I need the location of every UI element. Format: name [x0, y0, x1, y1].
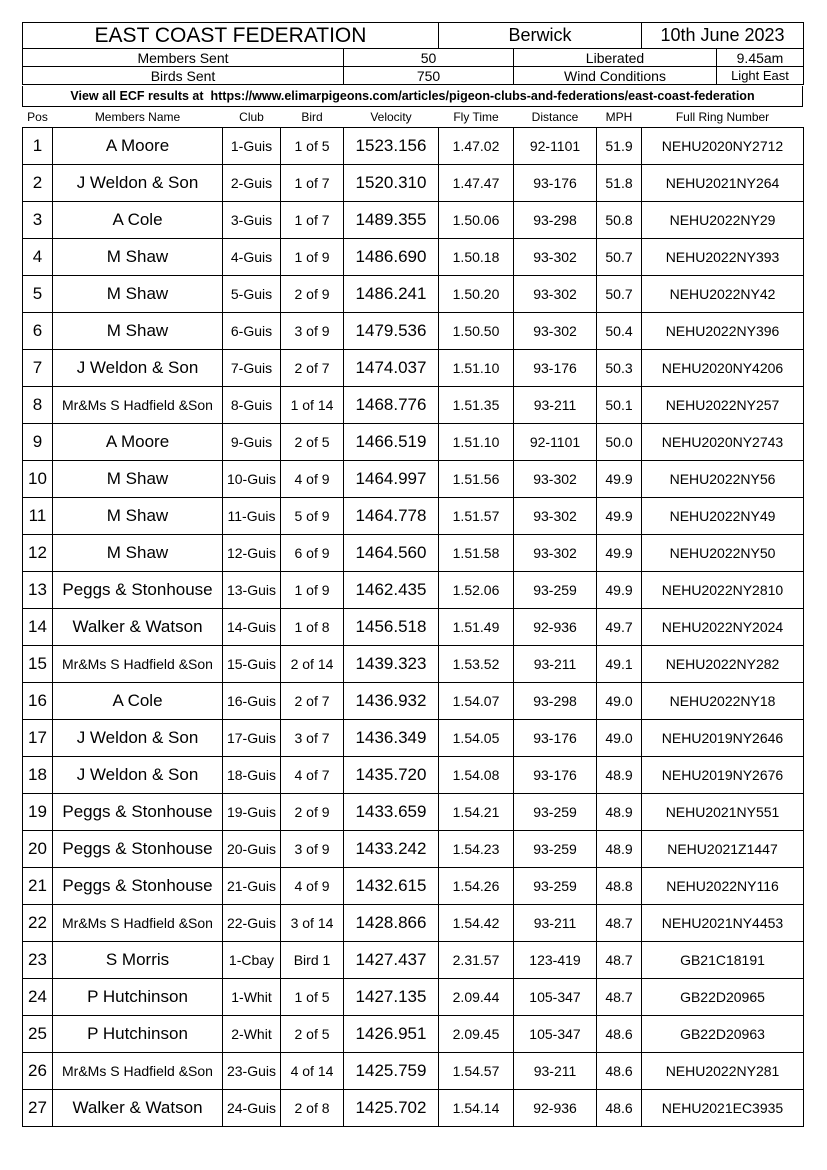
ring-number-cell: NEHU2021EC3935 — [642, 1090, 804, 1127]
mph-cell: 48.9 — [597, 831, 642, 868]
distance-cell: 93-176 — [514, 350, 597, 387]
ring-number-cell: NEHU2022NY396 — [642, 313, 804, 350]
club-cell: 24-Guis — [223, 1090, 281, 1127]
ring-number-cell: NEHU2022NY257 — [642, 387, 804, 424]
fly-time-cell: 1.51.58 — [439, 535, 514, 572]
distance-cell: 93-302 — [514, 313, 597, 350]
velocity-cell: 1426.951 — [344, 1016, 439, 1053]
bird-number-cell: 1 of 14 — [281, 387, 344, 424]
fly-time-cell: 1.47.47 — [439, 165, 514, 202]
bird-number-cell: 1 of 5 — [281, 979, 344, 1016]
col-header-pos: Pos — [23, 107, 53, 128]
club-cell: 4-Guis — [223, 239, 281, 276]
position-cell: 3 — [23, 202, 53, 239]
distance-cell: 93-302 — [514, 535, 597, 572]
velocity-cell: 1486.241 — [344, 276, 439, 313]
mph-cell: 49.0 — [597, 683, 642, 720]
club-cell: 5-Guis — [223, 276, 281, 313]
position-cell: 19 — [23, 794, 53, 831]
fly-time-cell: 1.50.06 — [439, 202, 514, 239]
mph-cell: 51.9 — [597, 128, 642, 165]
bird-number-cell: 4 of 9 — [281, 461, 344, 498]
fly-time-cell: 1.54.08 — [439, 757, 514, 794]
velocity-cell: 1466.519 — [344, 424, 439, 461]
club-cell: 22-Guis — [223, 905, 281, 942]
table-row — [23, 683, 804, 720]
ring-number-cell: NEHU2022NY393 — [642, 239, 804, 276]
position-cell: 2 — [23, 165, 53, 202]
col-header-mph: MPH — [597, 107, 642, 128]
bird-number-cell: 6 of 9 — [281, 535, 344, 572]
table-row — [23, 905, 804, 942]
distance-cell: 93-302 — [514, 276, 597, 313]
birds-sent-label: Birds Sent — [23, 67, 344, 85]
table-row — [23, 128, 804, 165]
results-link-prefix: View all ECF results at — [70, 89, 204, 103]
mph-cell: 49.9 — [597, 535, 642, 572]
table-row — [23, 165, 804, 202]
position-cell: 9 — [23, 424, 53, 461]
mph-cell: 50.0 — [597, 424, 642, 461]
fly-time-cell: 1.51.49 — [439, 609, 514, 646]
table-row — [23, 202, 804, 239]
member-name-cell: A Moore — [53, 128, 223, 165]
col-header-club: Club — [223, 107, 281, 128]
velocity-cell: 1462.435 — [344, 572, 439, 609]
bird-number-cell: 3 of 14 — [281, 905, 344, 942]
distance-cell: 92-936 — [514, 609, 597, 646]
mph-cell: 50.7 — [597, 276, 642, 313]
velocity-cell: 1433.242 — [344, 831, 439, 868]
liberated-label: Liberated — [514, 49, 717, 67]
ring-number-cell: NEHU2022NY56 — [642, 461, 804, 498]
position-cell: 5 — [23, 276, 53, 313]
bird-number-cell: 1 of 8 — [281, 609, 344, 646]
member-name-cell: J Weldon & Son — [53, 720, 223, 757]
members-sent-label: Members Sent — [23, 49, 344, 67]
velocity-cell: 1456.518 — [344, 609, 439, 646]
club-cell: 1-Cbay — [223, 942, 281, 979]
velocity-cell: 1428.866 — [344, 905, 439, 942]
col-header-ring: Full Ring Number — [642, 107, 804, 128]
title-table — [22, 22, 804, 49]
col-header-name: Members Name — [53, 107, 223, 128]
bird-number-cell: 2 of 9 — [281, 276, 344, 313]
ring-number-cell: NEHU2019NY2646 — [642, 720, 804, 757]
table-row — [23, 498, 804, 535]
mph-cell: 50.8 — [597, 202, 642, 239]
fly-time-cell: 1.53.52 — [439, 646, 514, 683]
mph-cell: 50.7 — [597, 239, 642, 276]
member-name-cell: J Weldon & Son — [53, 757, 223, 794]
ring-number-cell: NEHU2020NY4206 — [642, 350, 804, 387]
distance-cell: 92-1101 — [514, 128, 597, 165]
velocity-cell: 1427.437 — [344, 942, 439, 979]
velocity-cell: 1523.156 — [344, 128, 439, 165]
race-info-table — [22, 48, 804, 85]
mph-cell: 48.9 — [597, 757, 642, 794]
fly-time-cell: 1.54.26 — [439, 868, 514, 905]
member-name-cell: P Hutchinson — [53, 1016, 223, 1053]
table-row — [23, 387, 804, 424]
distance-cell: 93-259 — [514, 794, 597, 831]
results-table — [22, 107, 804, 1127]
position-cell: 22 — [23, 905, 53, 942]
ring-number-cell: NEHU2022NY50 — [642, 535, 804, 572]
velocity-cell: 1468.776 — [344, 387, 439, 424]
table-row — [23, 424, 804, 461]
mph-cell: 48.9 — [597, 794, 642, 831]
table-row — [23, 276, 804, 313]
bird-number-cell: 4 of 9 — [281, 868, 344, 905]
fly-time-cell: 1.51.57 — [439, 498, 514, 535]
table-row — [23, 757, 804, 794]
club-cell: 2-Guis — [223, 165, 281, 202]
member-name-cell: S Morris — [53, 942, 223, 979]
club-cell: 14-Guis — [223, 609, 281, 646]
ring-number-cell: GB21C18191 — [642, 942, 804, 979]
ring-number-cell: GB22D20965 — [642, 979, 804, 1016]
bird-number-cell: 1 of 7 — [281, 165, 344, 202]
velocity-cell: 1474.037 — [344, 350, 439, 387]
club-cell: 1-Whit — [223, 979, 281, 1016]
position-cell: 4 — [23, 239, 53, 276]
velocity-cell: 1436.349 — [344, 720, 439, 757]
table-row — [23, 979, 804, 1016]
distance-cell: 123-419 — [514, 942, 597, 979]
member-name-cell: M Shaw — [53, 535, 223, 572]
bird-number-cell: 2 of 5 — [281, 1016, 344, 1053]
position-cell: 23 — [23, 942, 53, 979]
fly-time-cell: 2.09.45 — [439, 1016, 514, 1053]
club-cell: 16-Guis — [223, 683, 281, 720]
ring-number-cell: NEHU2022NY281 — [642, 1053, 804, 1090]
bird-number-cell: 1 of 5 — [281, 128, 344, 165]
ring-number-cell: NEHU2022NY18 — [642, 683, 804, 720]
distance-cell: 93-298 — [514, 202, 597, 239]
club-cell: 11-Guis — [223, 498, 281, 535]
mph-cell: 49.7 — [597, 609, 642, 646]
position-cell: 7 — [23, 350, 53, 387]
bird-number-cell: 2 of 7 — [281, 683, 344, 720]
club-cell: 15-Guis — [223, 646, 281, 683]
distance-cell: 93-302 — [514, 461, 597, 498]
position-cell: 25 — [23, 1016, 53, 1053]
table-row — [23, 646, 804, 683]
bird-number-cell: Bird 1 — [281, 942, 344, 979]
member-name-cell: A Moore — [53, 424, 223, 461]
position-cell: 20 — [23, 831, 53, 868]
velocity-cell: 1464.997 — [344, 461, 439, 498]
club-cell: 13-Guis — [223, 572, 281, 609]
velocity-cell: 1486.690 — [344, 239, 439, 276]
liberated-time: 9.45am — [717, 49, 804, 67]
bird-number-cell: 1 of 7 — [281, 202, 344, 239]
distance-cell: 93-298 — [514, 683, 597, 720]
table-row — [23, 868, 804, 905]
fly-time-cell: 2.31.57 — [439, 942, 514, 979]
member-name-cell: Mr&Ms S Hadfield &Son — [53, 1053, 223, 1090]
fly-time-cell: 1.52.06 — [439, 572, 514, 609]
fly-time-cell: 1.50.20 — [439, 276, 514, 313]
velocity-cell: 1436.932 — [344, 683, 439, 720]
distance-cell: 92-936 — [514, 1090, 597, 1127]
position-cell: 11 — [23, 498, 53, 535]
distance-cell: 93-302 — [514, 239, 597, 276]
wind-label: Wind Conditions — [514, 67, 717, 85]
table-row — [23, 942, 804, 979]
position-cell: 13 — [23, 572, 53, 609]
member-name-cell: Mr&Ms S Hadfield &Son — [53, 646, 223, 683]
mph-cell: 48.6 — [597, 1090, 642, 1127]
distance-cell: 93-211 — [514, 387, 597, 424]
bird-number-cell: 3 of 7 — [281, 720, 344, 757]
fly-time-cell: 1.54.05 — [439, 720, 514, 757]
distance-cell: 93-176 — [514, 720, 597, 757]
fly-time-cell: 1.50.50 — [439, 313, 514, 350]
col-header-bird: Bird — [281, 107, 344, 128]
bird-number-cell: 1 of 9 — [281, 572, 344, 609]
distance-cell: 92-1101 — [514, 424, 597, 461]
member-name-cell: M Shaw — [53, 498, 223, 535]
velocity-cell: 1464.560 — [344, 535, 439, 572]
velocity-cell: 1464.778 — [344, 498, 439, 535]
member-name-cell: Walker & Watson — [53, 1090, 223, 1127]
bird-number-cell: 2 of 7 — [281, 350, 344, 387]
ring-number-cell: NEHU2022NY29 — [642, 202, 804, 239]
fly-time-cell: 1.54.21 — [439, 794, 514, 831]
velocity-cell: 1425.759 — [344, 1053, 439, 1090]
bird-number-cell: 1 of 9 — [281, 239, 344, 276]
club-cell: 12-Guis — [223, 535, 281, 572]
position-cell: 12 — [23, 535, 53, 572]
position-cell: 6 — [23, 313, 53, 350]
member-name-cell: A Cole — [53, 683, 223, 720]
mph-cell: 49.9 — [597, 498, 642, 535]
bird-number-cell: 4 of 7 — [281, 757, 344, 794]
race-date: 10th June 2023 — [642, 23, 804, 49]
bird-number-cell: 2 of 14 — [281, 646, 344, 683]
fly-time-cell: 1.51.56 — [439, 461, 514, 498]
position-cell: 15 — [23, 646, 53, 683]
mph-cell: 51.8 — [597, 165, 642, 202]
bird-number-cell: 2 of 8 — [281, 1090, 344, 1127]
distance-cell: 93-302 — [514, 498, 597, 535]
position-cell: 24 — [23, 979, 53, 1016]
ring-number-cell: NEHU2021NY264 — [642, 165, 804, 202]
table-row — [23, 1053, 804, 1090]
col-header-fly-time: Fly Time — [439, 107, 514, 128]
member-name-cell: Peggs & Stonhouse — [53, 831, 223, 868]
club-cell: 18-Guis — [223, 757, 281, 794]
club-cell: 1-Guis — [223, 128, 281, 165]
fly-time-cell: 1.51.10 — [439, 350, 514, 387]
table-row — [23, 1016, 804, 1053]
mph-cell: 49.0 — [597, 720, 642, 757]
position-cell: 10 — [23, 461, 53, 498]
club-cell: 19-Guis — [223, 794, 281, 831]
ring-number-cell: NEHU2022NY49 — [642, 498, 804, 535]
fly-time-cell: 1.54.14 — [439, 1090, 514, 1127]
members-sent-value: 50 — [344, 49, 514, 67]
column-header-row — [23, 107, 804, 128]
mph-cell: 48.7 — [597, 979, 642, 1016]
member-name-cell: Walker & Watson — [53, 609, 223, 646]
club-cell: 8-Guis — [223, 387, 281, 424]
position-cell: 17 — [23, 720, 53, 757]
member-name-cell: M Shaw — [53, 461, 223, 498]
distance-cell: 93-176 — [514, 757, 597, 794]
velocity-cell: 1427.135 — [344, 979, 439, 1016]
member-name-cell: M Shaw — [53, 239, 223, 276]
position-cell: 8 — [23, 387, 53, 424]
fly-time-cell: 1.51.10 — [439, 424, 514, 461]
mph-cell: 48.7 — [597, 905, 642, 942]
club-cell: 20-Guis — [223, 831, 281, 868]
federation-title: EAST COAST FEDERATION — [23, 23, 439, 49]
bird-number-cell: 5 of 9 — [281, 498, 344, 535]
bird-number-cell: 3 of 9 — [281, 831, 344, 868]
velocity-cell: 1433.659 — [344, 794, 439, 831]
mph-cell: 48.7 — [597, 942, 642, 979]
results-link-row — [22, 86, 803, 107]
club-cell: 2-Whit — [223, 1016, 281, 1053]
position-cell: 14 — [23, 609, 53, 646]
fly-time-cell: 1.54.42 — [439, 905, 514, 942]
table-row — [23, 831, 804, 868]
ring-number-cell: NEHU2021Z1447 — [642, 831, 804, 868]
bird-number-cell: 4 of 14 — [281, 1053, 344, 1090]
ring-number-cell: NEHU2022NY2024 — [642, 609, 804, 646]
table-row — [23, 609, 804, 646]
club-cell: 23-Guis — [223, 1053, 281, 1090]
mph-cell: 49.9 — [597, 572, 642, 609]
table-row — [23, 313, 804, 350]
fly-time-cell: 2.09.44 — [439, 979, 514, 1016]
birds-sent-value: 750 — [344, 67, 514, 85]
velocity-cell: 1439.323 — [344, 646, 439, 683]
mph-cell: 48.6 — [597, 1016, 642, 1053]
ring-number-cell: NEHU2021NY551 — [642, 794, 804, 831]
mph-cell: 48.6 — [597, 1053, 642, 1090]
col-header-velocity: Velocity — [344, 107, 439, 128]
table-row — [23, 350, 804, 387]
club-cell: 17-Guis — [223, 720, 281, 757]
club-cell: 9-Guis — [223, 424, 281, 461]
fly-time-cell: 1.54.07 — [439, 683, 514, 720]
member-name-cell: Mr&Ms S Hadfield &Son — [53, 905, 223, 942]
mph-cell: 49.1 — [597, 646, 642, 683]
fly-time-cell: 1.51.35 — [439, 387, 514, 424]
member-name-cell: A Cole — [53, 202, 223, 239]
member-name-cell: J Weldon & Son — [53, 350, 223, 387]
club-cell: 6-Guis — [223, 313, 281, 350]
race-point: Berwick — [439, 23, 642, 49]
position-cell: 1 — [23, 128, 53, 165]
results-body — [23, 128, 804, 1127]
col-header-distance: Distance — [514, 107, 597, 128]
ring-number-cell: NEHU2021NY4453 — [642, 905, 804, 942]
table-row — [23, 461, 804, 498]
ring-number-cell: NEHU2019NY2676 — [642, 757, 804, 794]
ring-number-cell: NEHU2022NY282 — [642, 646, 804, 683]
member-name-cell: P Hutchinson — [53, 979, 223, 1016]
distance-cell: 93-176 — [514, 165, 597, 202]
position-cell: 16 — [23, 683, 53, 720]
mph-cell: 50.4 — [597, 313, 642, 350]
ring-number-cell: GB22D20963 — [642, 1016, 804, 1053]
distance-cell: 93-259 — [514, 572, 597, 609]
member-name-cell: Peggs & Stonhouse — [53, 794, 223, 831]
club-cell: 21-Guis — [223, 868, 281, 905]
club-cell: 7-Guis — [223, 350, 281, 387]
distance-cell: 93-211 — [514, 905, 597, 942]
velocity-cell: 1435.720 — [344, 757, 439, 794]
ring-number-cell: NEHU2020NY2743 — [642, 424, 804, 461]
member-name-cell: Mr&Ms S Hadfield &Son — [53, 387, 223, 424]
wind-value: Light East — [717, 67, 804, 85]
table-row — [23, 1090, 804, 1127]
mph-cell: 49.9 — [597, 461, 642, 498]
fly-time-cell: 1.54.57 — [439, 1053, 514, 1090]
distance-cell: 105-347 — [514, 979, 597, 1016]
distance-cell: 93-211 — [514, 1053, 597, 1090]
member-name-cell: Peggs & Stonhouse — [53, 868, 223, 905]
club-cell: 3-Guis — [223, 202, 281, 239]
position-cell: 21 — [23, 868, 53, 905]
member-name-cell: M Shaw — [53, 276, 223, 313]
ring-number-cell: NEHU2022NY116 — [642, 868, 804, 905]
club-cell: 10-Guis — [223, 461, 281, 498]
distance-cell: 93-259 — [514, 831, 597, 868]
fly-time-cell: 1.54.23 — [439, 831, 514, 868]
member-name-cell: M Shaw — [53, 313, 223, 350]
results-link-url[interactable]: https://www.elimarpigeons.com/articles/pigeon-clubs-and-federations/east-coast-federation — [210, 89, 755, 103]
position-cell: 18 — [23, 757, 53, 794]
velocity-cell: 1520.310 — [344, 165, 439, 202]
table-row — [23, 794, 804, 831]
distance-cell: 93-211 — [514, 646, 597, 683]
velocity-cell: 1479.536 — [344, 313, 439, 350]
table-row — [23, 572, 804, 609]
mph-cell: 50.3 — [597, 350, 642, 387]
ring-number-cell: NEHU2022NY42 — [642, 276, 804, 313]
mph-cell: 48.8 — [597, 868, 642, 905]
fly-time-cell: 1.50.18 — [439, 239, 514, 276]
table-row — [23, 535, 804, 572]
velocity-cell: 1425.702 — [344, 1090, 439, 1127]
table-row — [23, 720, 804, 757]
mph-cell: 50.1 — [597, 387, 642, 424]
ring-number-cell: NEHU2020NY2712 — [642, 128, 804, 165]
bird-number-cell: 2 of 5 — [281, 424, 344, 461]
member-name-cell: Peggs & Stonhouse — [53, 572, 223, 609]
member-name-cell: J Weldon & Son — [53, 165, 223, 202]
fly-time-cell: 1.47.02 — [439, 128, 514, 165]
table-row — [23, 239, 804, 276]
velocity-cell: 1489.355 — [344, 202, 439, 239]
position-cell: 27 — [23, 1090, 53, 1127]
position-cell: 26 — [23, 1053, 53, 1090]
velocity-cell: 1432.615 — [344, 868, 439, 905]
distance-cell: 105-347 — [514, 1016, 597, 1053]
ring-number-cell: NEHU2022NY2810 — [642, 572, 804, 609]
bird-number-cell: 3 of 9 — [281, 313, 344, 350]
distance-cell: 93-259 — [514, 868, 597, 905]
bird-number-cell: 2 of 9 — [281, 794, 344, 831]
